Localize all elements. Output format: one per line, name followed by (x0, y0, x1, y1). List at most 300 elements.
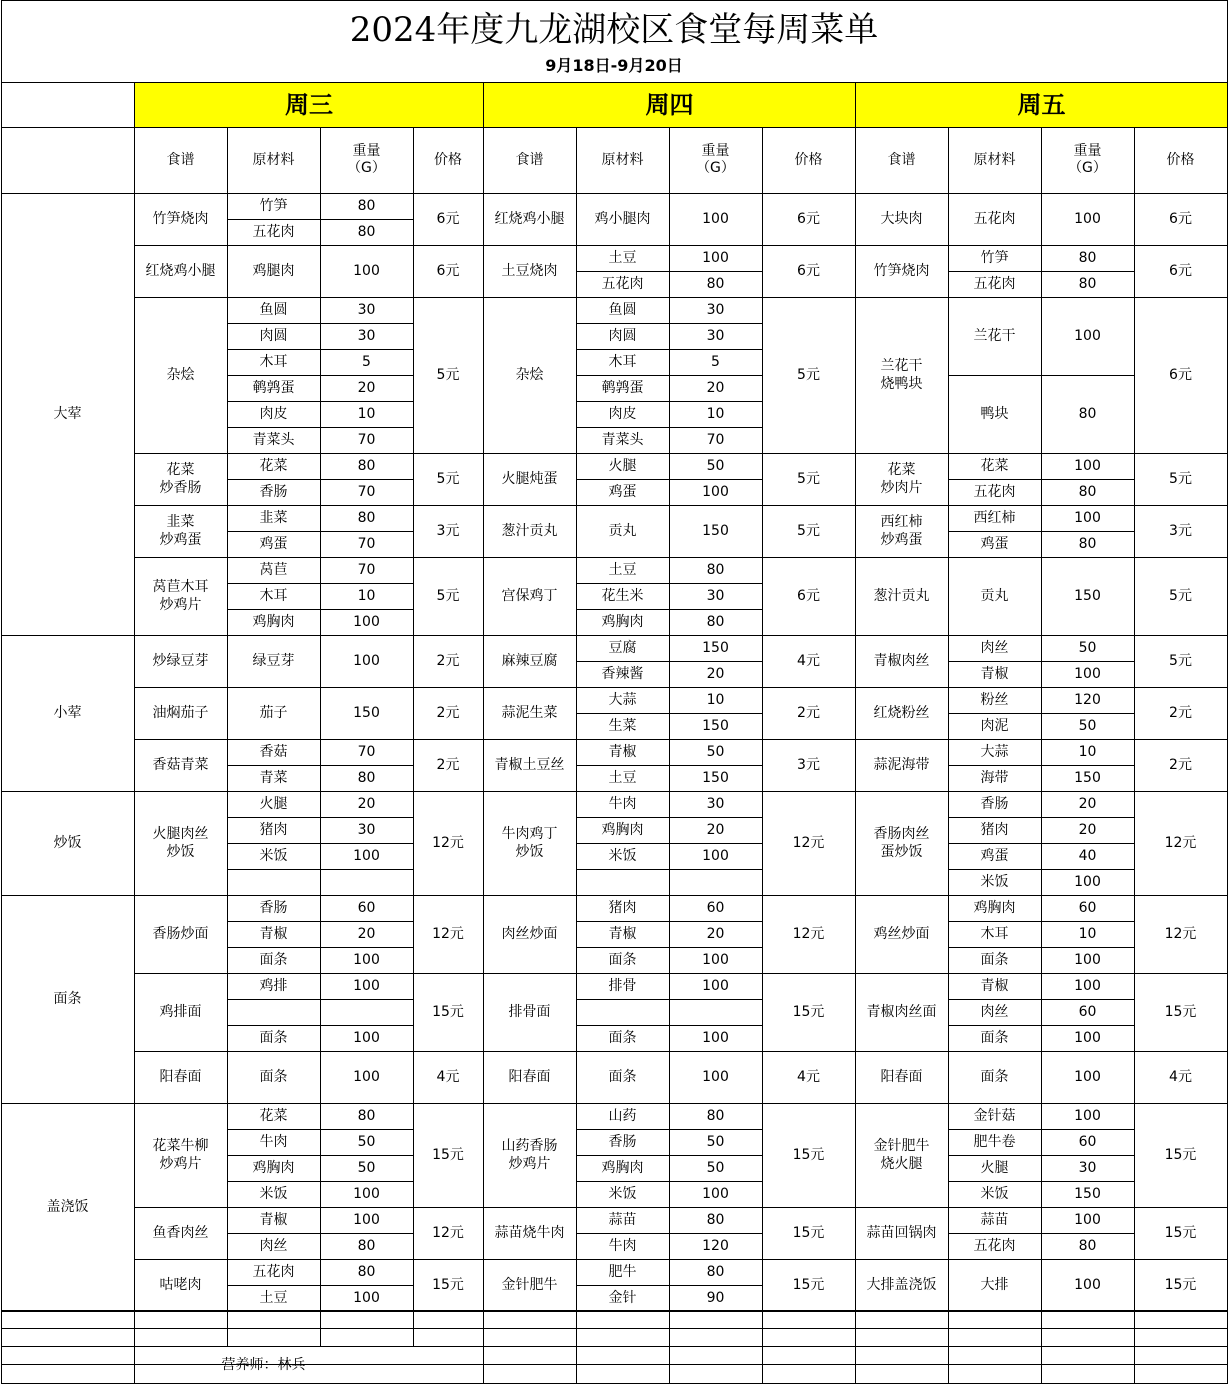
grid-line (227, 947, 414, 948)
column-header: 价格 (794, 151, 823, 168)
weight: 80 (357, 1108, 376, 1124)
grid-line (948, 713, 1135, 714)
ingredient: 肉丝 (980, 640, 1009, 656)
weight: 50 (357, 1134, 376, 1150)
dish-price: 6元 (436, 263, 460, 279)
dish-name: 竹笋烧肉 (152, 211, 209, 227)
weight (669, 999, 762, 1025)
ingredient: 米饭 (980, 1186, 1009, 1202)
weight: 20 (357, 380, 376, 396)
weight: 100 (1074, 666, 1101, 682)
ingredient: 鸡蛋 (608, 484, 637, 500)
weight: 70 (357, 562, 376, 578)
ingredient: 青椒 (259, 1212, 288, 1228)
weight: 100 (353, 1212, 380, 1228)
dish-price: 15元 (792, 1147, 825, 1163)
grid-line (948, 869, 1135, 870)
ingredient: 鸡胸肉 (601, 614, 644, 630)
grid-line (576, 609, 763, 610)
dish-name: 宫保鸡丁 (501, 588, 558, 604)
ingredient: 花菜 (259, 458, 288, 474)
dish-name: 青椒肉丝面 (866, 1004, 937, 1020)
ingredient: 火腿 (980, 1160, 1009, 1176)
weight: 150 (353, 705, 380, 721)
grid-line (948, 1025, 1135, 1026)
weight: 10 (1078, 926, 1097, 942)
grid-line (576, 375, 763, 376)
dish-name: 西红柿 炒鸡蛋 (880, 514, 923, 548)
column-header: 食谱 (166, 151, 195, 168)
weight: 100 (702, 1069, 729, 1085)
weight: 100 (353, 1186, 380, 1202)
dish-name: 花菜牛柳 炒鸡片 (152, 1138, 209, 1172)
grid-line (227, 1155, 414, 1156)
grid-line (576, 1025, 763, 1026)
weight: 100 (702, 1030, 729, 1046)
weight: 100 (353, 653, 380, 669)
ingredient: 米饭 (608, 1186, 637, 1202)
weight: 60 (1078, 1004, 1097, 1020)
ingredient: 粉丝 (980, 692, 1009, 708)
weight: 100 (1074, 978, 1101, 994)
grid-line (227, 1285, 414, 1286)
dish-name: 山药香肠 炒鸡片 (501, 1138, 558, 1172)
grid-line (948, 531, 1135, 532)
grid-line (227, 921, 414, 922)
column-header: 重量 （G） (1068, 143, 1107, 176)
dish-price: 15元 (1164, 1004, 1197, 1020)
dish-price: 5元 (1169, 471, 1192, 487)
weight: 50 (1078, 640, 1097, 656)
grid-line (413, 1310, 414, 1347)
weight: 80 (357, 510, 376, 526)
dish-price: 12元 (792, 835, 825, 851)
dish-price: 2元 (797, 705, 820, 721)
grid-line (576, 323, 763, 324)
ingredient: 青椒 (608, 926, 637, 942)
ingredient: 鸡胸肉 (973, 900, 1016, 916)
grid-line (227, 1129, 414, 1130)
ingredient: 花生米 (601, 588, 644, 604)
ingredient: 米饭 (259, 1186, 288, 1202)
weight: 80 (706, 1108, 725, 1124)
dish-name: 香肠肉丝 蛋炒饭 (873, 826, 930, 860)
weight: 80 (1078, 1238, 1097, 1254)
section-label: 盖浇饭 (46, 1199, 89, 1215)
grid-line (1, 1311, 135, 1312)
ingredient: 五花肉 (973, 1238, 1016, 1254)
grid-line (227, 999, 414, 1000)
weight: 100 (1074, 1277, 1101, 1293)
grid-line (227, 817, 414, 818)
weight: 30 (357, 302, 376, 318)
grid-line (227, 479, 414, 480)
ingredient: 面条 (980, 952, 1009, 968)
ingredient: 青椒 (259, 926, 288, 942)
dish-price: 12元 (792, 926, 825, 942)
ingredient: 香辣酱 (601, 666, 644, 682)
ingredient: 火腿 (259, 796, 288, 812)
ingredient (576, 999, 669, 1025)
ingredient: 鸡排 (259, 978, 288, 994)
dish-price: 2元 (1169, 757, 1192, 773)
grid-line (576, 1129, 763, 1130)
weight: 100 (1074, 874, 1101, 890)
dish-price: 2元 (436, 757, 460, 773)
ingredient: 豆腐 (608, 640, 637, 656)
grid-line (576, 947, 763, 948)
dish-name: 花菜 炒肉片 (880, 462, 923, 496)
ingredient: 米饭 (608, 848, 637, 864)
weight: 10 (706, 692, 725, 708)
ingredient: 鸡蛋 (980, 848, 1009, 864)
day-header: 周三 (135, 83, 483, 127)
weight: 100 (1074, 458, 1101, 474)
ingredient: 肉泥 (980, 718, 1009, 734)
weight: 120 (702, 1238, 729, 1254)
ingredient: 土豆 (608, 770, 637, 786)
dish-name: 排骨面 (508, 1004, 551, 1020)
weight (320, 869, 413, 895)
weight: 80 (706, 1264, 725, 1280)
day-header: 周四 (484, 83, 855, 127)
grid-line (227, 869, 414, 870)
weight: 30 (706, 588, 725, 604)
ingredient: 大蒜 (608, 692, 637, 708)
ingredient: 土豆 (608, 562, 637, 578)
ingredient: 茄子 (259, 705, 288, 721)
weight: 80 (706, 276, 725, 292)
grid-line (227, 349, 414, 350)
weight: 100 (702, 1186, 729, 1202)
weight: 80 (1078, 276, 1097, 292)
ingredient: 面条 (980, 1069, 1009, 1085)
dish-name: 香肠炒面 (152, 926, 209, 942)
ingredient: 大排 (980, 1277, 1009, 1293)
grid-line (576, 271, 763, 272)
ingredient: 蒜苗 (608, 1212, 637, 1228)
grid-line (227, 401, 414, 402)
weight: 100 (353, 952, 380, 968)
dish-name: 阳春面 (880, 1069, 923, 1085)
ingredient: 金针菇 (973, 1108, 1016, 1124)
grid-line (1227, 82, 1228, 1384)
dish-price: 4元 (1169, 1069, 1192, 1085)
weight: 100 (353, 1069, 380, 1085)
dish-name: 红烧粉丝 (873, 705, 930, 721)
ingredient: 竹笋 (259, 198, 288, 214)
weight: 100 (702, 211, 729, 227)
weight: 70 (357, 744, 376, 760)
weight: 100 (702, 952, 729, 968)
dish-name: 葱汁贡丸 (501, 523, 558, 539)
weight: 100 (353, 263, 380, 279)
ingredient: 鸡小腿肉 (594, 211, 651, 227)
dish-price: 15元 (792, 1277, 825, 1293)
dish-price: 15元 (1164, 1147, 1197, 1163)
grid-line (227, 583, 414, 584)
weight: 100 (702, 250, 729, 266)
ingredient: 鸭块 (980, 406, 1009, 422)
ingredient: 鹌鹑蛋 (252, 380, 295, 396)
ingredient: 花菜 (980, 458, 1009, 474)
dish-price: 6元 (797, 211, 820, 227)
dish-name: 兰花干 烧鸭块 (880, 358, 923, 392)
dish-price: 4元 (797, 653, 820, 669)
weight: 50 (706, 1160, 725, 1176)
dish-name: 鱼香肉丝 (152, 1225, 209, 1241)
ingredient: 肥牛卷 (973, 1134, 1016, 1150)
grid-line (227, 1310, 228, 1347)
weight: 150 (702, 770, 729, 786)
dish-price: 6元 (1169, 367, 1192, 383)
dish-price: 12元 (1164, 835, 1197, 851)
grid-line (227, 427, 414, 428)
weight: 70 (357, 432, 376, 448)
grid-line (576, 869, 763, 870)
grid-line (227, 765, 414, 766)
dish-name: 蒜苗烧牛肉 (494, 1225, 565, 1241)
weight: 80 (357, 224, 376, 240)
weight: 30 (1078, 1160, 1097, 1176)
dish-name: 青椒土豆丝 (494, 757, 565, 773)
weight: 100 (1074, 1030, 1101, 1046)
weight: 150 (1074, 1186, 1101, 1202)
dish-name: 火腿炖蛋 (501, 471, 558, 487)
dish-price: 12元 (432, 926, 464, 942)
day-header: 周五 (856, 83, 1227, 127)
ingredient: 香肠 (608, 1134, 637, 1150)
weight: 80 (357, 1238, 376, 1254)
weight: 80 (706, 614, 725, 630)
ingredient: 米饭 (259, 848, 288, 864)
grid-line (576, 1310, 577, 1384)
dish-price: 4元 (436, 1069, 460, 1085)
weight: 20 (706, 380, 725, 396)
weight (320, 999, 413, 1025)
weight: 50 (706, 1134, 725, 1150)
weight: 90 (706, 1290, 725, 1306)
grid-line (1134, 1310, 1135, 1384)
ingredient: 兰花干 (973, 328, 1016, 344)
dish-name: 大排盖浇饭 (866, 1277, 937, 1293)
ingredient: 米饭 (980, 874, 1009, 890)
weight: 50 (357, 1160, 376, 1176)
dish-price: 15元 (432, 1004, 464, 1020)
grid-line (669, 1310, 670, 1384)
ingredient: 木耳 (259, 354, 288, 370)
ingredient: 韭菜 (259, 510, 288, 526)
ingredient: 面条 (608, 1069, 637, 1085)
dish-name: 花菜 炒香肠 (159, 462, 202, 496)
dish-name: 红烧鸡小腿 (494, 211, 565, 227)
dish-name: 阳春面 (508, 1069, 551, 1085)
dish-price: 6元 (1169, 263, 1192, 279)
section-label: 大荤 (53, 406, 82, 422)
grid-line (227, 1233, 414, 1234)
column-header: 食谱 (515, 151, 544, 168)
dish-name: 咕咾肉 (159, 1277, 202, 1293)
weight: 80 (1078, 406, 1097, 422)
dish-price: 6元 (1169, 211, 1192, 227)
ingredient: 海带 (980, 770, 1009, 786)
weight: 30 (706, 328, 725, 344)
ingredient: 莴苣 (259, 562, 288, 578)
dish-name: 莴苣木耳 炒鸡片 (152, 579, 209, 613)
dish-price: 5元 (436, 588, 460, 604)
grid-line (948, 1310, 949, 1384)
weight: 5 (362, 354, 371, 370)
weight: 10 (1078, 744, 1097, 760)
grid-line (948, 765, 1135, 766)
dish-name: 牛肉鸡丁 炒饭 (501, 826, 558, 860)
ingredient: 鸡蛋 (980, 536, 1009, 552)
weight: 20 (357, 926, 376, 942)
grid-line (1, 1310, 1228, 1311)
ingredient: 肉丝 (980, 1004, 1009, 1020)
ingredient: 肉圆 (608, 328, 637, 344)
weight: 100 (702, 484, 729, 500)
weight: 100 (353, 978, 380, 994)
ingredient: 金针 (608, 1290, 637, 1306)
grid-line (227, 531, 414, 532)
weight: 100 (353, 1290, 380, 1306)
dish-name: 阳春面 (159, 1069, 202, 1085)
ingredient: 西红柿 (973, 510, 1016, 526)
ingredient: 鸡胸肉 (601, 1160, 644, 1176)
grid-line (948, 947, 1135, 948)
weight: 20 (357, 796, 376, 812)
ingredient: 木耳 (259, 588, 288, 604)
dish-price: 15元 (432, 1147, 464, 1163)
weight: 20 (1078, 796, 1097, 812)
ingredient: 肉皮 (259, 406, 288, 422)
ingredient: 生菜 (608, 718, 637, 734)
weight: 100 (1074, 510, 1101, 526)
grid-line (1, 1383, 1228, 1384)
weight: 10 (357, 406, 376, 422)
grid-line (576, 401, 763, 402)
weight: 20 (1078, 822, 1097, 838)
grid-line (227, 323, 414, 324)
ingredient: 鱼圆 (608, 302, 637, 318)
grid-line (1, 0, 1228, 1)
ingredient: 五花肉 (973, 484, 1016, 500)
weight: 100 (1074, 211, 1101, 227)
weight: 100 (1074, 952, 1101, 968)
ingredient: 竹笋 (980, 250, 1009, 266)
ingredient: 木耳 (608, 354, 637, 370)
ingredient: 青椒 (980, 666, 1009, 682)
nutritionist-credit: 营养师：林兵 (221, 1356, 306, 1373)
grid-line (948, 1155, 1135, 1156)
grid-line (948, 817, 1135, 818)
weight: 100 (1074, 1069, 1101, 1085)
section-label: 小荤 (53, 705, 82, 721)
section-label: 炒饭 (53, 835, 82, 851)
dish-price: 2元 (1169, 705, 1192, 721)
dish-name: 大块肉 (880, 211, 923, 227)
ingredient: 土豆 (259, 1290, 288, 1306)
weight: 80 (357, 1264, 376, 1280)
weight: 60 (1078, 900, 1097, 916)
ingredient: 面条 (259, 1069, 288, 1085)
weight: 70 (357, 484, 376, 500)
grid-line (227, 1025, 414, 1026)
ingredient: 鱼圆 (259, 302, 288, 318)
ingredient: 大蒜 (980, 744, 1009, 760)
ingredient: 牛肉 (608, 1238, 637, 1254)
dish-price: 5元 (797, 523, 820, 539)
ingredient: 鹌鹑蛋 (601, 380, 644, 396)
dish-price: 5元 (797, 471, 820, 487)
weight: 30 (357, 328, 376, 344)
ingredient: 鸡蛋 (259, 536, 288, 552)
dish-name: 肉丝炒面 (501, 926, 558, 942)
ingredient: 鸡胸肉 (252, 1160, 295, 1176)
ingredient: 鸡胸肉 (252, 614, 295, 630)
grid-line (576, 843, 763, 844)
weight: 100 (353, 848, 380, 864)
ingredient: 青椒 (980, 978, 1009, 994)
ingredient: 肉皮 (608, 406, 637, 422)
dish-name: 青椒肉丝 (873, 653, 930, 669)
weight: 100 (353, 614, 380, 630)
column-header: 原材料 (973, 151, 1016, 168)
weight: 70 (706, 432, 725, 448)
grid-line (576, 1285, 763, 1286)
ingredient (576, 869, 669, 895)
grid-line (948, 661, 1135, 662)
dish-price: 12元 (432, 835, 464, 851)
column-header: 价格 (1166, 151, 1195, 168)
grid-line (948, 843, 1135, 844)
column-header: 食谱 (887, 151, 916, 168)
ingredient: 香肠 (980, 796, 1009, 812)
weight: 50 (706, 458, 725, 474)
ingredient: 五花肉 (973, 211, 1016, 227)
ingredient: 香菇 (259, 744, 288, 760)
weight: 60 (1078, 1134, 1097, 1150)
weight: 100 (702, 848, 729, 864)
weight: 30 (706, 302, 725, 318)
weight (669, 869, 762, 895)
grid-line (576, 661, 763, 662)
dish-price: 2元 (436, 653, 460, 669)
grid-line (948, 999, 1135, 1000)
dish-name: 鸡排面 (159, 1004, 202, 1020)
weight: 80 (357, 770, 376, 786)
column-header: 原材料 (601, 151, 644, 168)
dish-name: 油焖茄子 (152, 705, 209, 721)
weight: 80 (1078, 536, 1097, 552)
dish-price: 12元 (1164, 926, 1197, 942)
dish-price: 15元 (1164, 1225, 1197, 1241)
dish-name: 火腿肉丝 炒饭 (152, 826, 209, 860)
weight: 80 (357, 458, 376, 474)
ingredient: 五花肉 (252, 1264, 295, 1280)
weight: 100 (353, 1030, 380, 1046)
dish-name: 鸡丝炒面 (873, 926, 930, 942)
dish-price: 5元 (1169, 588, 1192, 604)
dish-price: 5元 (436, 367, 460, 383)
weight: 80 (706, 1212, 725, 1228)
weight: 60 (357, 900, 376, 916)
section-label: 面条 (53, 991, 82, 1007)
column-header: 价格 (434, 151, 462, 168)
weight: 30 (706, 796, 725, 812)
dish-name: 葱汁贡丸 (873, 588, 930, 604)
